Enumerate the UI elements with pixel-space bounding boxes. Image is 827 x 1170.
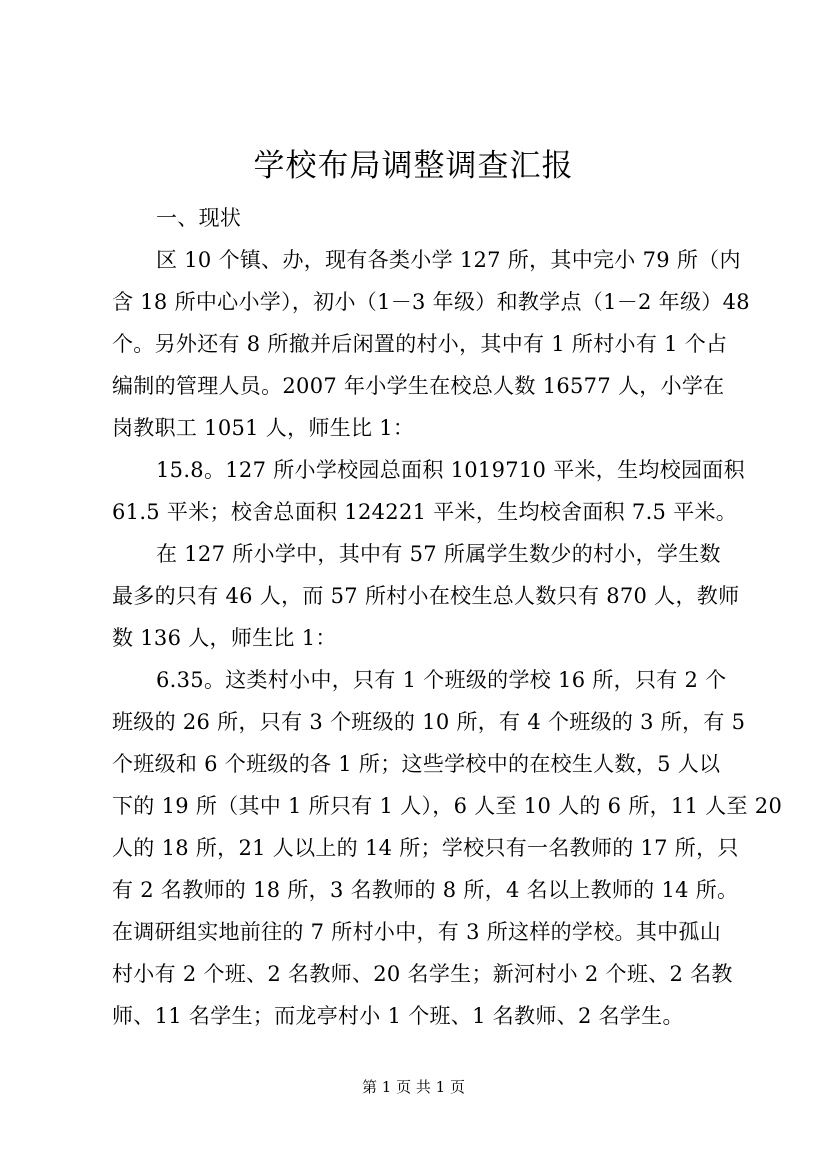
paragraph-line: 6.35。这类村小中，只有 1 个班级的学校 16 所，只有 2 个 (156, 668, 727, 692)
paragraph-line: 师、11 名学生；而龙亭村小 1 个班、1 名教师、2 名学生。 (112, 1004, 684, 1028)
paragraph-line: 含 18 所中心小学），初小（1－3 年级）和教学点（1－2 年级）48 (112, 290, 750, 314)
paragraph-line: 编制的管理人员。2007 年小学生在校总人数 16577 人，小学在 (112, 374, 725, 398)
paragraph-line: 在调研组实地前往的 7 所村小中，有 3 所这样的学校。其中孤山 (112, 920, 722, 944)
paragraph-line: 区 10 个镇、办，现有各类小学 127 所，其中完小 79 所（内 (156, 248, 741, 272)
paragraph-line: 下的 19 所（其中 1 所只有 1 人），6 人至 10 人的 6 所，11 人至 20 (112, 794, 783, 818)
section-heading: 一、现状 (156, 206, 242, 230)
document-title: 学校布局调整调查汇报 (253, 148, 574, 184)
paragraph-line: 个。另外还有 8 所撤并后闲置的村小，其中有 1 所村小有 1 个占 (112, 332, 728, 356)
paragraph-line: 最多的只有 46 人，而 57 所村小在校生总人数只有 870 人，教师 (112, 584, 740, 608)
paragraph-line: 在 127 所小学中，其中有 57 所属学生数少的村小，学生数 (156, 542, 721, 566)
paragraph-line: 15.8。127 所小学校园总面积 1019710 平米，生均校园面积 (156, 458, 745, 482)
paragraph-line: 班级的 26 所，只有 3 个班级的 10 所，有 4 个班级的 3 所，有 5 (112, 710, 746, 734)
page-footer: 第 1 页 共 1 页 (362, 1078, 465, 1096)
paragraph-line: 岗教职工 1051 人，师生比 1： (112, 416, 415, 440)
paragraph-line: 61.5 平米；校舍总面积 124221 平米，生均校舍面积 7.5 平米。 (112, 500, 738, 524)
paragraph-line: 个班级和 6 个班级的各 1 所；这些学校中的在校生人数，5 人以 (112, 752, 721, 776)
paragraph-line: 人的 18 所，21 人以上的 14 所；学校只有一名教师的 17 所，只 (112, 836, 739, 860)
paragraph-line: 数 136 人，师生比 1： (112, 626, 337, 650)
paragraph-line: 有 2 名教师的 18 所，3 名教师的 8 所，4 名以上教师的 14 所。 (112, 878, 739, 902)
document-body (112, 197, 783, 1037)
paragraph-line: 村小有 2 个班、2 名教师、20 名学生；新河村小 2 个班、2 名教 (112, 962, 733, 986)
